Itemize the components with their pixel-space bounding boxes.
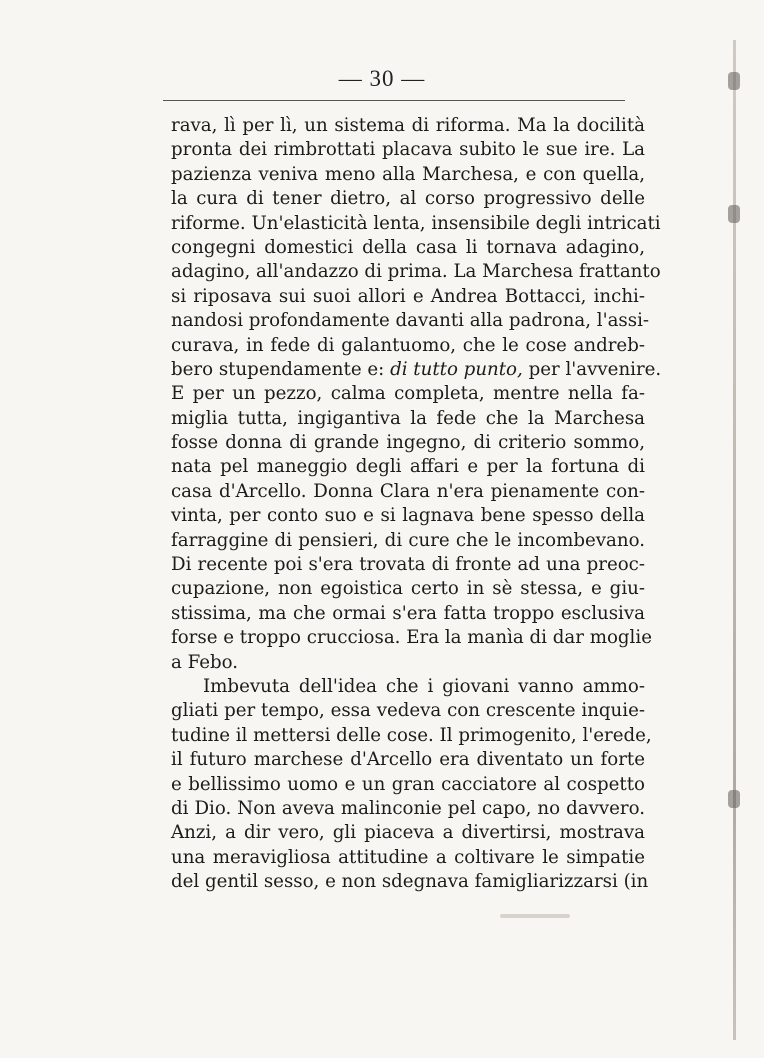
text-line: fosse donna di grande ingegno, di criterio sommo, (171, 432, 645, 454)
text-line: Anzi, a dir vero, gli piaceva a divertirsi, mostrava (171, 822, 645, 844)
text-line: di Dio. Non aveva malinconie pel capo, no davvero. (171, 797, 645, 819)
text-line: del gentil sesso, e non sdegnava famigliarizzarsi (in (171, 871, 649, 893)
binding-mark (728, 205, 740, 223)
text-segment: per l'avvenire. (528, 358, 662, 380)
text-line-with-italic (171, 358, 662, 382)
header-rule (163, 100, 625, 101)
text-line: pronta dei rimbrottati placava subito le sue ire. La (171, 139, 645, 161)
italic-phrase: di tutto punto, (390, 358, 523, 380)
text-line: tudine il mettersi delle cose. Il primogenito, l'erede, (171, 724, 652, 746)
text-line: cupazione, non egoistica certo in sè stessa, e giu- (171, 578, 645, 600)
text-line: pazienza veniva meno alla Marchesa, e con quella, (171, 163, 645, 185)
page-number: — 30 — (338, 66, 426, 91)
text-line: Di recente poi s'era trovata di fronte ad una preoc- (171, 554, 645, 576)
text-line: a Febo. (171, 651, 239, 673)
text-line: miglia tutta, ingigantiva la fede che la Marchesa (171, 407, 645, 429)
binding-mark (728, 72, 740, 90)
text-line: riforme. Un'elasticità lenta, insensibile degli intricati (171, 212, 661, 234)
text-line: nandosi profondamente davanti alla padrona, l'assi- (171, 310, 650, 332)
text-line: e bellissimo uomo e un gran cacciatore al cospetto (171, 773, 645, 795)
text-line: una meravigliosa attitudine a coltivare le simpatie (171, 846, 645, 868)
text-line: gliati per tempo, essa vedeva con crescente inquie- (171, 700, 645, 722)
text-line: curava, in fede di galantuomo, che le cose andreb- (171, 334, 645, 356)
text-line: forse e troppo crucciosa. Era la manìa di dar moglie (171, 627, 652, 649)
paragraph-start-line: Imbevuta dell'idea che i giovani vanno ammo- (203, 675, 645, 697)
text-line: stissima, ma che ormai s'era fatta troppo esclusiva (171, 602, 645, 624)
binding-mark (728, 790, 740, 808)
text-line: vinta, per conto suo e si lagnava bene spesso della (171, 505, 645, 527)
text-line: rava, lì per lì, un sistema di riforma. Ma la docilità (171, 115, 645, 136)
text-line: E per un pezzo, calma completa, mentre nella fa- (171, 383, 645, 405)
text-line: congegni domestici della casa li tornava adagino, (171, 236, 645, 258)
text-line: si riposava sui suoi allori e Andrea Bottacci, inchi- (171, 285, 645, 307)
body-text (171, 114, 662, 895)
text-line: la cura di tener dietro, al corso progressivo delle (171, 188, 645, 210)
ink-smudge (500, 914, 570, 918)
text-line: farraggine di pensieri, di cure che le incombevano. (171, 529, 645, 551)
text-line: adagino, all'andazzo di prima. La Marchesa frattanto (171, 261, 661, 283)
text-line: casa d'Arcello. Donna Clara n'era pienamente con- (171, 480, 645, 502)
text-segment: bero stupendamente e: (171, 358, 385, 380)
text-line: nata pel maneggio degli affari e per la fortuna di (171, 456, 645, 478)
text-line: il futuro marchese d'Arcello era diventato un forte (171, 749, 645, 771)
page-edge-shadow (733, 40, 736, 1040)
